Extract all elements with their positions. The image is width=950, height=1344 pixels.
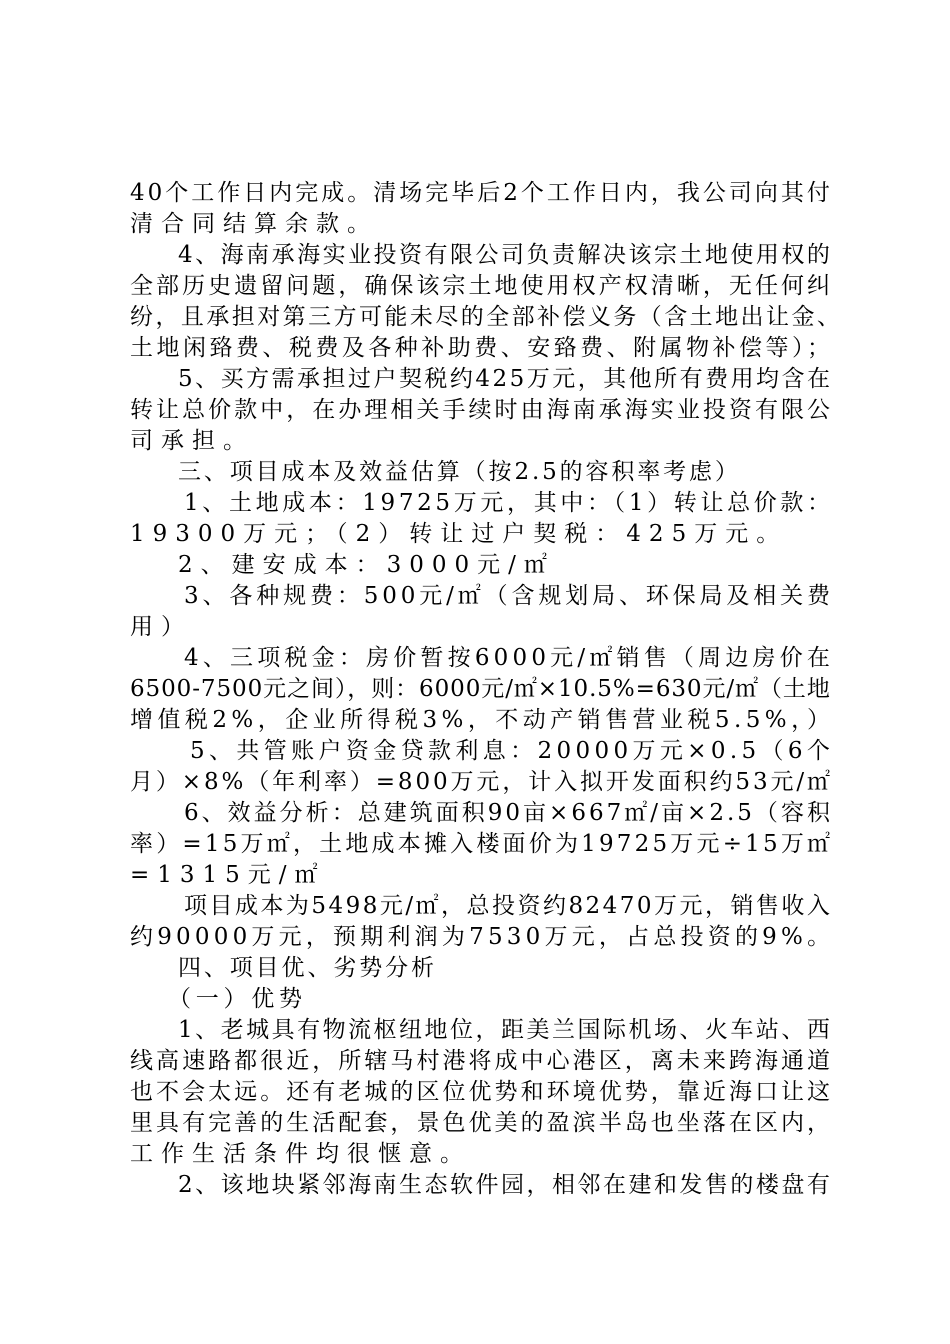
text-line: 2、该地块紧邻海南生态软件园，相邻在建和发售的楼盘有 [178,1172,833,1198]
text-line: 土地闲臵费、税费及各种补助费、安臵费、附属物补偿等）； [130,335,834,361]
text-line: 月）×8%（年利率）=800万元，计入拟开发面积约53元/㎡ [130,769,833,795]
text-line: 4、三项税金：房价暂按6000元/㎡销售（周边房价在 [184,645,835,671]
text-line: 工作生活条件均很惬意。 [130,1141,471,1167]
text-line: 也不会太远。还有老城的区位优势和环境优势，靠近海口让这 [130,1079,834,1105]
text-line: 2、建安成本：3000元/㎡ [178,552,555,578]
text-line: 4、海南承海实业投资有限公司负责解决该宗土地使用权的 [178,242,833,268]
text-line: 5、买方需承担过户契税约425万元，其他所有费用均含在 [178,366,833,392]
text-line: 司承担。 [130,428,254,454]
text-line: 里具有完善的生活配套，景色优美的盈滨半岛也坐落在区内， [130,1110,834,1136]
text-line: 约90000万元，预期利润为7530万元，占总投资的9%。 [130,924,835,950]
text-line: （一）优势 [168,986,307,1012]
text-line: 40个工作日内完成。清场完毕后2个工作日内，我公司向其付 [130,180,833,206]
text-line: 用） [130,614,192,640]
text-line: 增值税2%，企业所得税3%，不动产销售营业税5.5%，） [130,707,835,733]
text-line: 项目成本为5498元/㎡，总投资约82470万元，销售收入 [184,893,833,919]
text-line: 19300万元；（2）转让过户契税：425万元。 [130,521,788,547]
text-line: 纷，且承担对第三方可能未尽的全部补偿义务（含土地出让金、 [130,304,843,330]
text-line: 6500-7500元之间），则：6000元/㎡×10.5%=630元/㎡（土地 [130,676,831,702]
text-line: 率）=15万㎡，土地成本摊入楼面价为19725万元÷15万㎡ [130,831,834,857]
text-line: 1、老城具有物流枢纽地位，距美兰国际机场、火车站、西 [178,1017,833,1043]
text-line: 三、项目成本及效益估算（按2.5的容积率考虑） [178,459,741,485]
text-line: 5、共管账户资金贷款利息：20000万元×0.5（6个 [190,738,835,764]
text-line: 3、各种规费：500元/㎡（含规划局、环保局及相关费 [184,583,834,609]
text-line: 1、土地成本：19725万元，其中：（1）转让总价款： [184,490,834,516]
text-line: =1315元/㎡ [130,862,326,888]
text-line: 四、项目优、劣势分析 [178,955,437,981]
text-line: 全部历史遗留问题，确保该宗土地使用权产权清晰，无任何纠 [130,273,834,299]
text-line: 线高速路都很近，所辖马村港将成中心港区，离未来跨海通道 [130,1048,834,1074]
text-line: 转让总价款中，在办理相关手续时由海南承海实业投资有限公 [130,397,834,423]
text-line: 6、效益分析：总建筑面积90亩×667㎡/亩×2.5（容积 [184,800,833,826]
text-line: 清合同结算余款。 [130,211,378,237]
